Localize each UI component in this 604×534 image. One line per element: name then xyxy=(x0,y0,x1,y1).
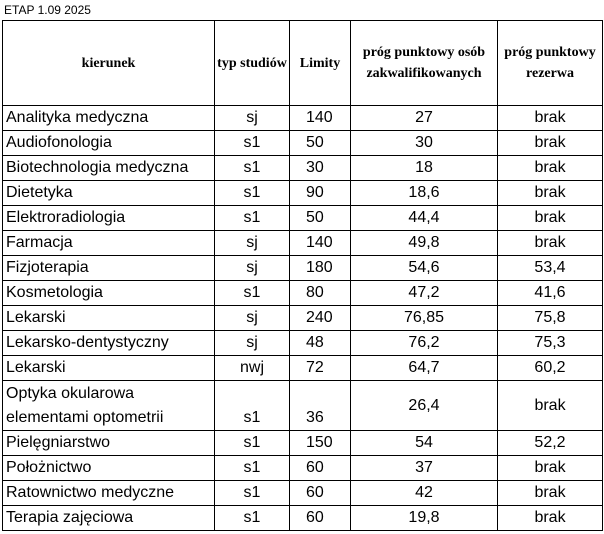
cell-rezerwa: brak xyxy=(498,456,603,481)
cell-limit: 90 xyxy=(290,181,351,206)
cell-prog: 49,8 xyxy=(351,231,498,256)
cell-prog: 42 xyxy=(351,481,498,506)
cell-prog: 30 xyxy=(351,131,498,156)
table-row xyxy=(3,331,603,356)
cell-prog: 19,8 xyxy=(351,506,498,531)
cell-typ: sj xyxy=(215,231,290,256)
cell-kierunek: Terapia zajęciowa xyxy=(3,506,215,531)
cell-limit: 30 xyxy=(290,156,351,181)
cell-rezerwa: 53,4 xyxy=(498,256,603,281)
cell-prog: 18 xyxy=(351,156,498,181)
cell-kierunek: Pielęgniarstwo xyxy=(3,431,215,456)
cell-prog: 47,2 xyxy=(351,281,498,306)
cell-limit: 50 xyxy=(290,131,351,156)
table-row xyxy=(3,456,603,481)
table-row xyxy=(3,181,603,206)
cell-typ: s1 xyxy=(215,456,290,481)
cell-rezerwa: brak xyxy=(498,481,603,506)
cell-limit: 72 xyxy=(290,356,351,381)
cell-rezerwa: brak xyxy=(498,381,603,431)
cell-kierunek: Położnictwo xyxy=(3,456,215,481)
table-row xyxy=(3,256,603,281)
header-row xyxy=(3,21,603,106)
cell-typ: nwj xyxy=(215,356,290,381)
cell-limit: 150 xyxy=(290,431,351,456)
cell-rezerwa: brak xyxy=(498,131,603,156)
cell-prog: 54,6 xyxy=(351,256,498,281)
cell-rezerwa: 52,2 xyxy=(498,431,603,456)
table-row xyxy=(3,106,603,131)
cell-typ: s1 xyxy=(215,181,290,206)
cell-kierunek: Ratownictwo medyczne xyxy=(3,481,215,506)
cell-prog: 64,7 xyxy=(351,356,498,381)
header-prog-zakwalifikowanych: próg punktowy osób zakwalifikowanych xyxy=(351,21,498,106)
cell-rezerwa: brak xyxy=(498,181,603,206)
admission-table xyxy=(2,20,603,531)
cell-kierunek: Lekarski xyxy=(3,356,215,381)
table-row xyxy=(3,131,603,156)
table-row xyxy=(3,231,603,256)
cell-typ: s1 xyxy=(215,381,290,431)
cell-limit: 60 xyxy=(290,481,351,506)
cell-rezerwa: 60,2 xyxy=(498,356,603,381)
cell-typ: sj xyxy=(215,106,290,131)
cell-typ: s1 xyxy=(215,481,290,506)
cell-prog: 76,85 xyxy=(351,306,498,331)
cell-typ: s1 xyxy=(215,281,290,306)
cell-kierunek: Optyka okularowa elementami optometrii xyxy=(3,381,215,431)
cell-limit: 140 xyxy=(290,106,351,131)
table-row xyxy=(3,156,603,181)
cell-kierunek: Elektroradiologia xyxy=(3,206,215,231)
table-row xyxy=(3,506,603,531)
cell-prog: 37 xyxy=(351,456,498,481)
sheet-title: ETAP 1.09 2025 xyxy=(4,3,91,17)
cell-rezerwa: brak xyxy=(498,206,603,231)
cell-limit: 36 xyxy=(290,381,351,431)
cell-limit: 60 xyxy=(290,456,351,481)
cell-kierunek: Lekarski xyxy=(3,306,215,331)
cell-limit: 50 xyxy=(290,206,351,231)
cell-prog: 18,6 xyxy=(351,181,498,206)
cell-typ: sj xyxy=(215,331,290,356)
cell-kierunek: Kosmetologia xyxy=(3,281,215,306)
cell-typ: sj xyxy=(215,306,290,331)
cell-prog: 54 xyxy=(351,431,498,456)
cell-typ: sj xyxy=(215,256,290,281)
cell-kierunek: Lekarsko-dentystyczny xyxy=(3,331,215,356)
cell-kierunek: Fizjoterapia xyxy=(3,256,215,281)
cell-prog: 76,2 xyxy=(351,331,498,356)
cell-prog: 26,4 xyxy=(351,381,498,431)
cell-limit: 180 xyxy=(290,256,351,281)
cell-prog: 27 xyxy=(351,106,498,131)
cell-typ: s1 xyxy=(215,156,290,181)
cell-limit: 240 xyxy=(290,306,351,331)
cell-rezerwa: brak xyxy=(498,506,603,531)
table-row xyxy=(3,381,603,431)
cell-rezerwa: 75,8 xyxy=(498,306,603,331)
cell-limit: 60 xyxy=(290,506,351,531)
table-row xyxy=(3,356,603,381)
table-row xyxy=(3,281,603,306)
header-typ-studiow: typ studiów xyxy=(215,21,290,106)
cell-limit: 48 xyxy=(290,331,351,356)
cell-kierunek: Biotechnologia medyczna xyxy=(3,156,215,181)
cell-rezerwa: 41,6 xyxy=(498,281,603,306)
cell-rezerwa: brak xyxy=(498,106,603,131)
table-row xyxy=(3,481,603,506)
header-prog-rezerwa: próg punktowy rezerwa xyxy=(498,21,603,106)
cell-typ: s1 xyxy=(215,131,290,156)
cell-kierunek: Analityka medyczna xyxy=(3,106,215,131)
cell-prog: 44,4 xyxy=(351,206,498,231)
cell-typ: s1 xyxy=(215,431,290,456)
cell-kierunek: Audiofonologia xyxy=(3,131,215,156)
cell-rezerwa: 75,3 xyxy=(498,331,603,356)
cell-kierunek: Farmacja xyxy=(3,231,215,256)
cell-rezerwa: brak xyxy=(498,231,603,256)
header-limity: Limity xyxy=(290,21,351,106)
cell-typ: s1 xyxy=(215,206,290,231)
cell-rezerwa: brak xyxy=(498,156,603,181)
header-kierunek: kierunek xyxy=(3,21,215,106)
cell-limit: 140 xyxy=(290,231,351,256)
table-row xyxy=(3,431,603,456)
table-row xyxy=(3,206,603,231)
cell-kierunek: Dietetyka xyxy=(3,181,215,206)
cell-typ: s1 xyxy=(215,506,290,531)
cell-limit: 80 xyxy=(290,281,351,306)
table-row xyxy=(3,306,603,331)
